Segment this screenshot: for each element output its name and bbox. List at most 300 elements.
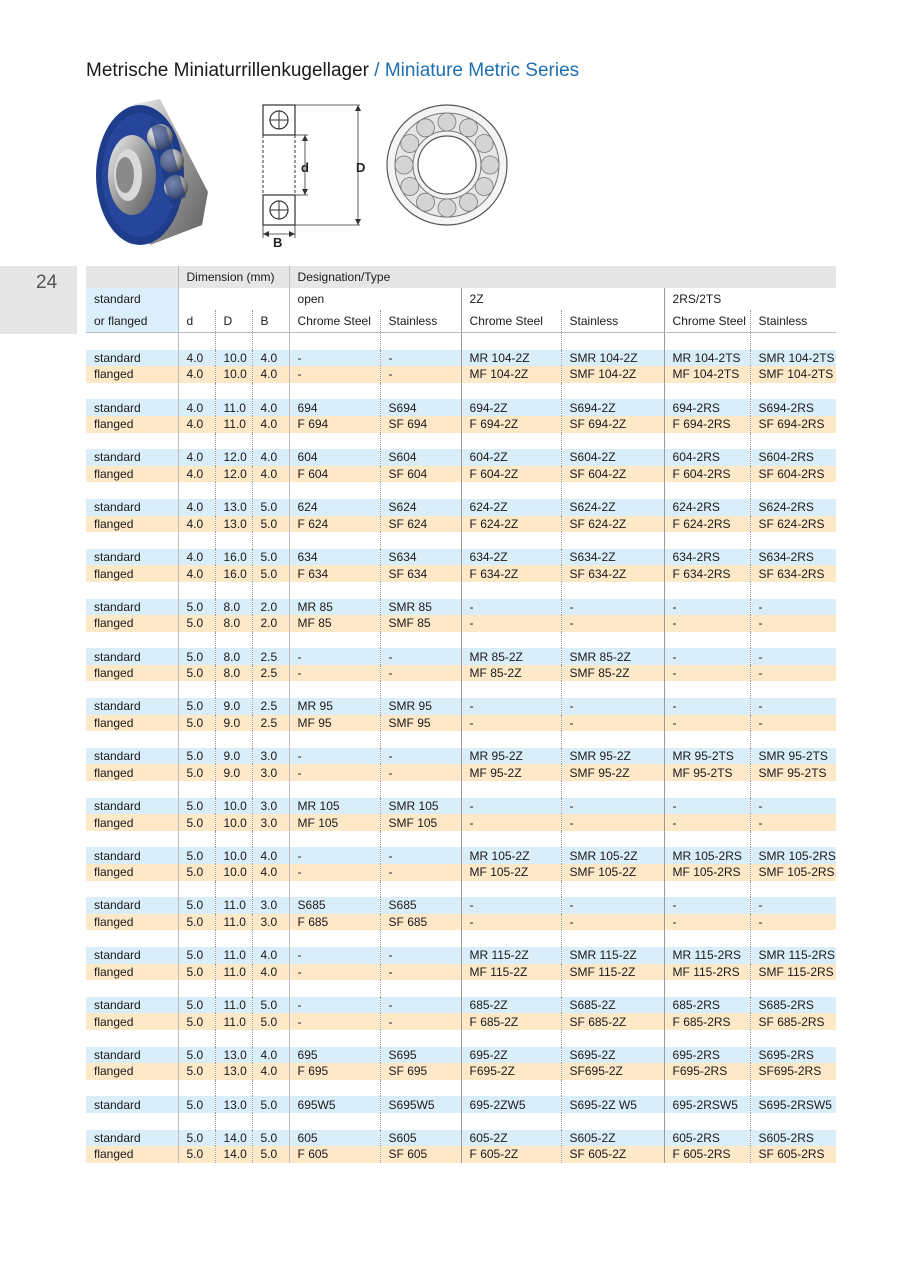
cell-2rs-chrome: F 624-2RS	[664, 516, 750, 533]
table-row	[86, 366, 836, 383]
cell-2rs-stainless: S694-2RS	[750, 399, 836, 416]
cell-type: flanged	[86, 864, 178, 881]
table-row	[86, 416, 836, 433]
cell-B: 4.0	[252, 947, 289, 964]
cell-open-chrome: -	[289, 764, 380, 781]
cell-open-chrome: 605	[289, 1130, 380, 1147]
spacer-cell	[380, 1080, 461, 1097]
spacer-cell	[86, 881, 178, 898]
bearing-ball	[481, 156, 499, 174]
cell-2rs-chrome: -	[664, 665, 750, 682]
cell-open-stainless: S605	[380, 1130, 461, 1147]
cell-type: flanged	[86, 1146, 178, 1163]
cell-open-chrome: 694	[289, 399, 380, 416]
row-spacer	[86, 1113, 836, 1130]
cell-2rs-chrome: 694-2RS	[664, 399, 750, 416]
cell-open-stainless: S634	[380, 549, 461, 566]
cell-D: 8.0	[215, 599, 252, 616]
bearing-ball	[460, 193, 478, 211]
spacer-cell	[289, 582, 380, 599]
spacer-cell	[664, 930, 750, 947]
spacer-cell	[178, 532, 215, 549]
spacer-cell	[561, 1080, 664, 1097]
cell-type: flanged	[86, 814, 178, 831]
spacer-cell	[215, 582, 252, 599]
spacer-cell	[252, 1080, 289, 1097]
title-separator: /	[369, 60, 385, 81]
spacer-cell	[252, 482, 289, 499]
cell-type: flanged	[86, 366, 178, 383]
cell-D: 8.0	[215, 615, 252, 632]
spacer-cell	[380, 980, 461, 997]
table-row	[86, 1146, 836, 1163]
header-col-2z-stainless: Stainless	[561, 310, 664, 333]
cell-B: 4.0	[252, 399, 289, 416]
cell-2z-chrome: F 605-2Z	[461, 1146, 561, 1163]
spacer-cell	[215, 881, 252, 898]
spacer-cell	[178, 980, 215, 997]
cell-type: standard	[86, 549, 178, 566]
cell-2rs-stainless: SF 634-2RS	[750, 565, 836, 582]
spacer-cell	[664, 831, 750, 848]
cell-2rs-stainless: -	[750, 648, 836, 665]
cell-B: 4.0	[252, 1047, 289, 1064]
spacer-cell	[252, 781, 289, 798]
cell-D: 11.0	[215, 997, 252, 1014]
spacer-cell	[461, 731, 561, 748]
spacer-cell	[461, 980, 561, 997]
cell-2z-stainless: SF 634-2Z	[561, 565, 664, 582]
spacer-cell	[561, 731, 664, 748]
spacer-cell	[380, 482, 461, 499]
spacer-cell	[289, 1113, 380, 1130]
cell-B: 5.0	[252, 997, 289, 1014]
spacer-cell	[664, 582, 750, 599]
spacer-cell	[561, 433, 664, 450]
header-designation: Designation/Type	[289, 266, 836, 288]
spacer-cell	[664, 482, 750, 499]
table-row	[86, 1013, 836, 1030]
cell-D: 11.0	[215, 1013, 252, 1030]
bearing-ball	[438, 113, 456, 131]
cell-2rs-chrome: 624-2RS	[664, 499, 750, 516]
table-row	[86, 914, 836, 931]
row-spacer	[86, 482, 836, 499]
spacer-cell	[561, 383, 664, 400]
cell-2rs-stainless: SMF 95-2TS	[750, 764, 836, 781]
spacer-cell	[561, 930, 664, 947]
spacer-cell	[380, 632, 461, 649]
cell-2z-chrome: MF 105-2Z	[461, 864, 561, 881]
title-german: Metrische Miniaturrillenkugellager	[86, 60, 370, 81]
spacer-cell	[750, 881, 836, 898]
spacer-cell	[178, 482, 215, 499]
spacer-cell	[289, 333, 380, 350]
cell-2z-chrome: MF 115-2Z	[461, 964, 561, 981]
header-2z: 2Z	[461, 288, 664, 310]
cell-open-stainless: SMR 105	[380, 798, 461, 815]
cell-open-stainless: S685	[380, 897, 461, 914]
cell-d: 5.0	[178, 1096, 215, 1113]
cell-type: flanged	[86, 665, 178, 682]
cell-type: flanged	[86, 416, 178, 433]
row-spacer	[86, 881, 836, 898]
spacer-cell	[750, 383, 836, 400]
cell-2rs-chrome: MF 105-2RS	[664, 864, 750, 881]
bearing-specification-table	[86, 266, 836, 1163]
cell-d: 5.0	[178, 1013, 215, 1030]
cell-open-chrome: F 604	[289, 466, 380, 483]
cell-2z-chrome: F 694-2Z	[461, 416, 561, 433]
cell-B: 5.0	[252, 1146, 289, 1163]
row-spacer	[86, 333, 836, 350]
cell-2rs-stainless: SMR 115-2RS	[750, 947, 836, 964]
cell-2z-stainless: -	[561, 914, 664, 931]
cell-2z-stainless: SMF 95-2Z	[561, 764, 664, 781]
spacer-cell	[750, 930, 836, 947]
cell-open-chrome: MR 105	[289, 798, 380, 815]
spacer-cell	[750, 1113, 836, 1130]
table-row	[86, 499, 836, 516]
cell-type: flanged	[86, 1063, 178, 1080]
cell-2z-stainless: SMF 104-2Z	[561, 366, 664, 383]
spacer-cell	[178, 1113, 215, 1130]
header-col-2rs-stainless: Stainless	[750, 310, 836, 333]
spacer-cell	[380, 831, 461, 848]
cell-open-chrome: MR 85	[289, 599, 380, 616]
cell-2rs-stainless: -	[750, 897, 836, 914]
cell-2z-chrome: F 685-2Z	[461, 1013, 561, 1030]
cell-d: 4.0	[178, 416, 215, 433]
cell-2z-stainless: S634-2Z	[561, 549, 664, 566]
cell-d: 4.0	[178, 350, 215, 367]
spacer-cell	[664, 632, 750, 649]
cell-type: flanged	[86, 914, 178, 931]
cell-2rs-stainless: -	[750, 798, 836, 815]
cell-open-chrome: -	[289, 748, 380, 765]
cell-open-chrome: -	[289, 648, 380, 665]
cell-open-chrome: -	[289, 964, 380, 981]
table-body	[86, 333, 836, 1163]
cell-2rs-chrome: -	[664, 715, 750, 732]
cell-open-chrome: MR 95	[289, 698, 380, 715]
bearing-cross-section-diagram	[258, 100, 373, 250]
cell-type: standard	[86, 648, 178, 665]
table-row	[86, 715, 836, 732]
cell-open-stainless: SMF 95	[380, 715, 461, 732]
cell-2rs-stainless: SMR 95-2TS	[750, 748, 836, 765]
cell-open-chrome: F 634	[289, 565, 380, 582]
cell-2rs-chrome: MR 105-2RS	[664, 847, 750, 864]
cell-type: flanged	[86, 466, 178, 483]
spacer-cell	[86, 632, 178, 649]
spacer-cell	[561, 1113, 664, 1130]
cell-B: 5.0	[252, 499, 289, 516]
cell-2rs-stainless: S685-2RS	[750, 997, 836, 1014]
cell-2z-chrome: 695-2ZW5	[461, 1096, 561, 1113]
cell-d: 5.0	[178, 698, 215, 715]
cell-d: 5.0	[178, 997, 215, 1014]
cell-2z-chrome: -	[461, 599, 561, 616]
cell-2rs-chrome: -	[664, 615, 750, 632]
spacer-cell	[252, 930, 289, 947]
table-row	[86, 599, 836, 616]
spacer-cell	[289, 930, 380, 947]
spacer-cell	[252, 333, 289, 350]
cell-open-chrome: -	[289, 847, 380, 864]
cell-2z-stainless: SMR 105-2Z	[561, 847, 664, 864]
cell-2z-stainless: -	[561, 897, 664, 914]
cell-open-stainless: SF 685	[380, 914, 461, 931]
cell-2rs-chrome: F 605-2RS	[664, 1146, 750, 1163]
spacer-cell	[750, 781, 836, 798]
cell-B: 2.5	[252, 665, 289, 682]
cell-open-stainless: SF 604	[380, 466, 461, 483]
spacer-cell	[664, 532, 750, 549]
spacer-cell	[252, 681, 289, 698]
spacer-cell	[86, 482, 178, 499]
spacer-cell	[750, 681, 836, 698]
cell-2z-stainless: SF 605-2Z	[561, 1146, 664, 1163]
spacer-cell	[289, 781, 380, 798]
header-open: open	[289, 288, 461, 310]
cell-d: 4.0	[178, 516, 215, 533]
cell-d: 5.0	[178, 914, 215, 931]
cell-D: 14.0	[215, 1130, 252, 1147]
cell-2z-stainless: S685-2Z	[561, 997, 664, 1014]
spacer-cell	[380, 781, 461, 798]
spacer-cell	[252, 980, 289, 997]
spacer-cell	[215, 333, 252, 350]
cell-2rs-chrome: -	[664, 648, 750, 665]
cell-type: standard	[86, 399, 178, 416]
cell-2z-stainless: S624-2Z	[561, 499, 664, 516]
cell-2rs-stainless: -	[750, 814, 836, 831]
spacer-cell	[461, 383, 561, 400]
cell-2rs-chrome: MF 95-2TS	[664, 764, 750, 781]
cell-2rs-chrome: -	[664, 914, 750, 931]
cell-open-stainless: -	[380, 764, 461, 781]
cell-D: 10.0	[215, 864, 252, 881]
cell-d: 5.0	[178, 764, 215, 781]
label-D: D	[356, 160, 366, 175]
cell-open-chrome: 695W5	[289, 1096, 380, 1113]
cell-type: flanged	[86, 715, 178, 732]
cell-open-chrome: F 685	[289, 914, 380, 931]
cell-2rs-chrome: F 694-2RS	[664, 416, 750, 433]
spacer-cell	[380, 532, 461, 549]
cell-2z-stainless: -	[561, 715, 664, 732]
cell-open-chrome: F 605	[289, 1146, 380, 1163]
spacer-cell	[750, 731, 836, 748]
cell-D: 11.0	[215, 399, 252, 416]
cell-2z-stainless: -	[561, 798, 664, 815]
cell-2z-chrome: -	[461, 615, 561, 632]
row-spacer	[86, 532, 836, 549]
cell-2z-stainless: -	[561, 615, 664, 632]
cell-type: standard	[86, 599, 178, 616]
cell-B: 2.5	[252, 648, 289, 665]
cell-2z-chrome: 624-2Z	[461, 499, 561, 516]
spacer-cell	[461, 1030, 561, 1047]
spacer-cell	[380, 731, 461, 748]
cell-2z-stainless: -	[561, 698, 664, 715]
cell-d: 5.0	[178, 648, 215, 665]
spacer-cell	[750, 433, 836, 450]
table-row	[86, 399, 836, 416]
spacer-cell	[252, 731, 289, 748]
cell-2rs-chrome: 634-2RS	[664, 549, 750, 566]
spacer-cell	[561, 482, 664, 499]
table-row	[86, 648, 836, 665]
cell-B: 4.0	[252, 847, 289, 864]
cell-2z-chrome: MR 105-2Z	[461, 847, 561, 864]
spacer-cell	[561, 831, 664, 848]
cell-open-chrome: F 694	[289, 416, 380, 433]
header-col-open-chrome: Chrome Steel	[289, 310, 380, 333]
spacer-cell	[664, 1113, 750, 1130]
spacer-cell	[289, 681, 380, 698]
spacer-cell	[750, 333, 836, 350]
cell-d: 4.0	[178, 549, 215, 566]
cell-B: 2.5	[252, 715, 289, 732]
cell-2rs-stainless: SF695-2RS	[750, 1063, 836, 1080]
cell-2rs-stainless: S695-2RS	[750, 1047, 836, 1064]
cell-2z-stainless: S695-2Z	[561, 1047, 664, 1064]
cell-2rs-stainless: SMF 105-2RS	[750, 864, 836, 881]
header-col-2z-chrome: Chrome Steel	[461, 310, 561, 333]
cell-type: flanged	[86, 615, 178, 632]
spacer-cell	[252, 383, 289, 400]
cell-2z-chrome: 634-2Z	[461, 549, 561, 566]
cell-B: 4.0	[252, 466, 289, 483]
spacer-cell	[86, 383, 178, 400]
cell-d: 5.0	[178, 615, 215, 632]
cell-type: flanged	[86, 516, 178, 533]
spacer-cell	[178, 582, 215, 599]
spacer-cell	[178, 681, 215, 698]
spacer-cell	[289, 1080, 380, 1097]
label-B: B	[273, 235, 283, 250]
cell-2rs-chrome: 604-2RS	[664, 449, 750, 466]
cell-open-stainless: S694	[380, 399, 461, 416]
cell-open-stainless: S624	[380, 499, 461, 516]
table-row	[86, 897, 836, 914]
cell-2rs-stainless: -	[750, 615, 836, 632]
cell-d: 5.0	[178, 715, 215, 732]
spacer-cell	[461, 781, 561, 798]
cell-2rs-stainless: -	[750, 599, 836, 616]
spacer-cell	[380, 383, 461, 400]
header-col-open-stainless: Stainless	[380, 310, 461, 333]
cell-D: 12.0	[215, 449, 252, 466]
cell-open-chrome: -	[289, 665, 380, 682]
cell-open-stainless: -	[380, 847, 461, 864]
table-row	[86, 565, 836, 582]
cell-open-stainless: SF 694	[380, 416, 461, 433]
label-d: d	[301, 160, 309, 175]
cell-open-stainless: -	[380, 997, 461, 1014]
cell-type: standard	[86, 748, 178, 765]
cell-open-stainless: -	[380, 864, 461, 881]
cell-open-stainless: SMR 85	[380, 599, 461, 616]
cell-2z-stainless: SMF 85-2Z	[561, 665, 664, 682]
spacer-cell	[178, 831, 215, 848]
cell-2z-chrome: MR 115-2Z	[461, 947, 561, 964]
cell-2rs-stainless: SMR 105-2RS	[750, 847, 836, 864]
cell-type: standard	[86, 1047, 178, 1064]
spacer-cell	[215, 632, 252, 649]
spacer-cell	[86, 681, 178, 698]
spacer-cell	[289, 482, 380, 499]
spacer-cell	[178, 333, 215, 350]
cell-2z-chrome: -	[461, 897, 561, 914]
cell-type: flanged	[86, 764, 178, 781]
spacer-cell	[664, 681, 750, 698]
cell-2z-stainless: SF 624-2Z	[561, 516, 664, 533]
cell-D: 11.0	[215, 416, 252, 433]
table-row	[86, 615, 836, 632]
cell-2z-stainless: -	[561, 814, 664, 831]
cell-type: standard	[86, 997, 178, 1014]
spacer-cell	[750, 582, 836, 599]
cell-B: 3.0	[252, 914, 289, 931]
bearing-photo-illustration	[90, 97, 210, 247]
cell-2rs-stainless: SF 685-2RS	[750, 1013, 836, 1030]
cell-2rs-stainless: S634-2RS	[750, 549, 836, 566]
spacer-cell	[664, 731, 750, 748]
cell-2z-stainless: SF 604-2Z	[561, 466, 664, 483]
spacer-cell	[561, 582, 664, 599]
header-type-line1: standard	[86, 288, 178, 310]
cell-D: 10.0	[215, 350, 252, 367]
cell-2z-stainless: SF 685-2Z	[561, 1013, 664, 1030]
spacer-cell	[664, 881, 750, 898]
row-spacer	[86, 433, 836, 450]
cell-open-chrome: -	[289, 366, 380, 383]
cell-open-chrome: 604	[289, 449, 380, 466]
cell-D: 13.0	[215, 516, 252, 533]
cell-2rs-stainless: -	[750, 914, 836, 931]
cell-B: 4.0	[252, 964, 289, 981]
cell-D: 9.0	[215, 764, 252, 781]
cell-type: standard	[86, 1096, 178, 1113]
cell-open-stainless: SMR 95	[380, 698, 461, 715]
spacer-cell	[86, 831, 178, 848]
cell-2rs-chrome: -	[664, 798, 750, 815]
cell-open-stainless: S695W5	[380, 1096, 461, 1113]
cell-D: 10.0	[215, 814, 252, 831]
cell-B: 3.0	[252, 897, 289, 914]
cell-type: flanged	[86, 565, 178, 582]
cell-D: 10.0	[215, 847, 252, 864]
cell-open-chrome: 624	[289, 499, 380, 516]
cell-2rs-stainless: -	[750, 698, 836, 715]
cell-open-chrome: F 624	[289, 516, 380, 533]
spacer-cell	[380, 881, 461, 898]
cell-D: 16.0	[215, 549, 252, 566]
header-2rs: 2RS/2TS	[664, 288, 836, 310]
cell-B: 5.0	[252, 1096, 289, 1113]
cell-d: 4.0	[178, 466, 215, 483]
cell-D: 9.0	[215, 698, 252, 715]
table-row	[86, 665, 836, 682]
bearing-ball	[395, 156, 413, 174]
header-dimension: Dimension (mm)	[178, 266, 289, 288]
spacer-cell	[289, 980, 380, 997]
spacer-cell	[215, 383, 252, 400]
cell-2rs-stainless: S605-2RS	[750, 1130, 836, 1147]
